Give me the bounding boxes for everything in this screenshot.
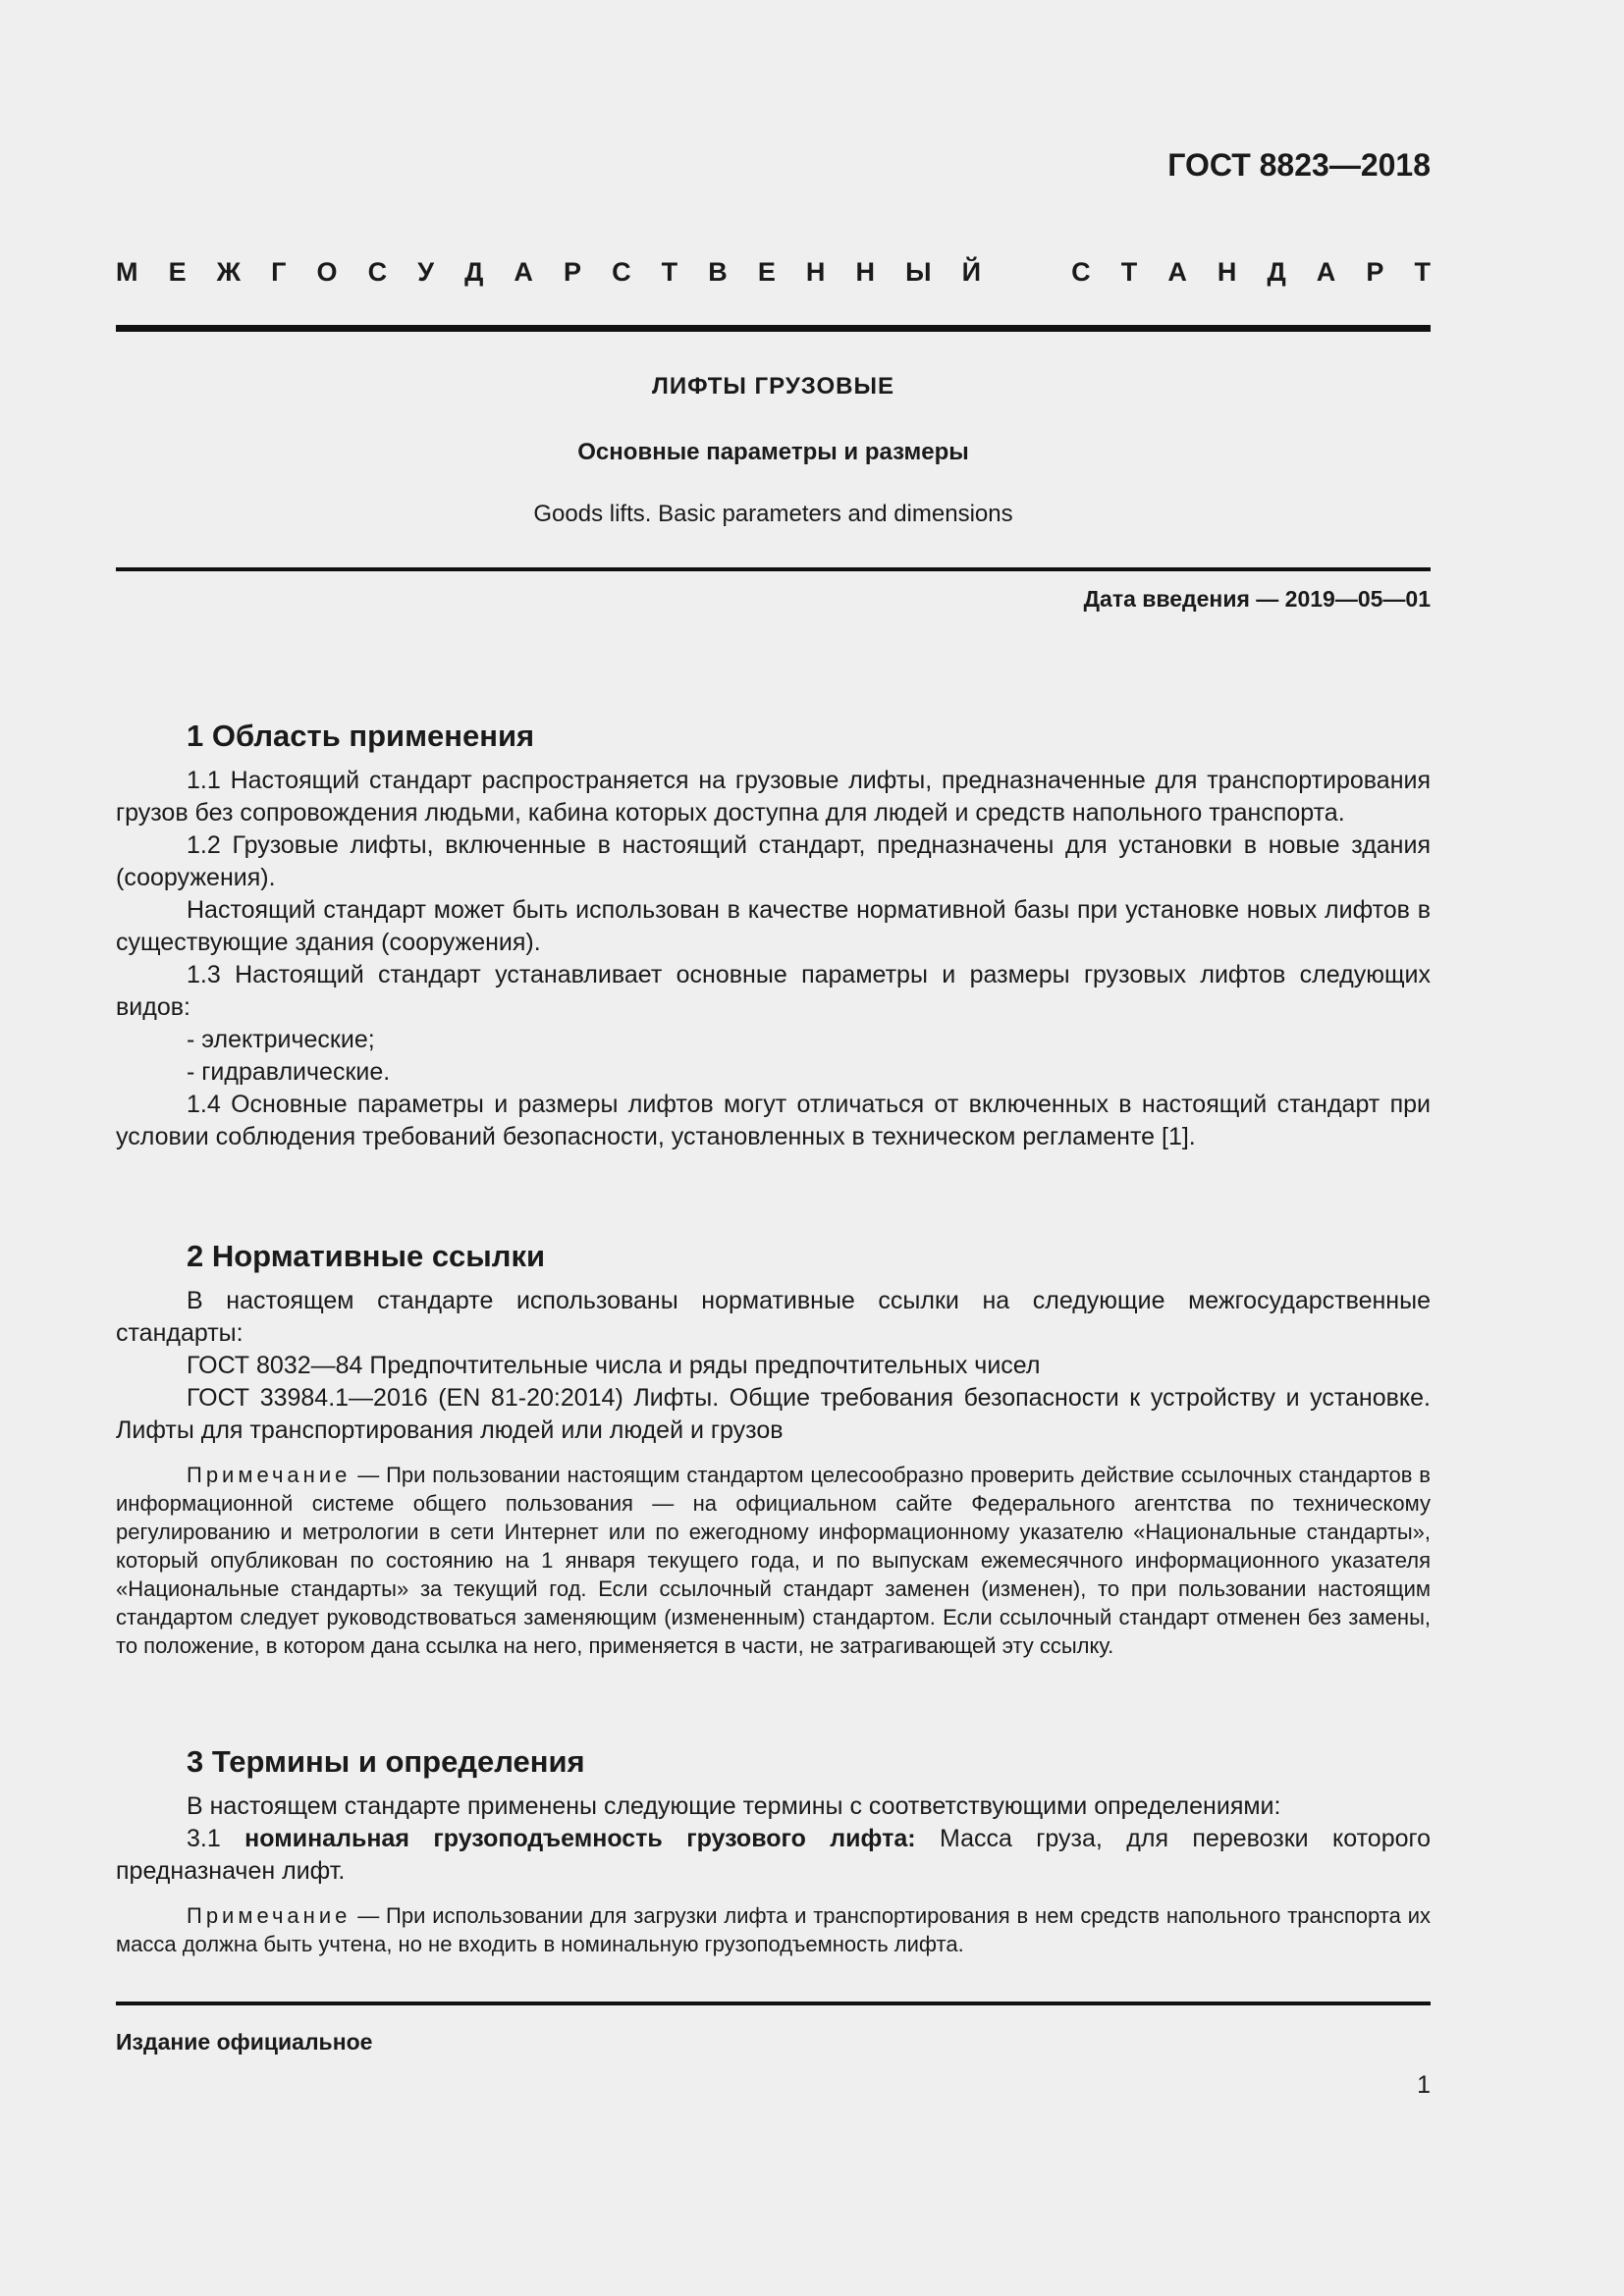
standard-code: ГОСТ 8823—2018 (1167, 147, 1431, 183)
section-2 (116, 1237, 1431, 1660)
type-letter: Д (464, 257, 484, 287)
note-label: Примечание (187, 1903, 352, 1928)
paragraph: Настоящий стандарт может быть использован в качестве нормативной базы при установке новых лифтов в существующие здания (сооружения). (116, 896, 1431, 956)
term-definition: Масса груза, для перевозки которого предназначен лифт. (116, 1825, 1431, 1885)
type-letter: Ж (216, 257, 242, 287)
paragraph: 1.2 Грузовые лифты, включенные в настоящий стандарт, предназначены для установки в новые здания (сооружения). (116, 831, 1431, 891)
note (116, 1461, 1431, 1660)
list-item: - электрические; (187, 1026, 375, 1053)
type-letter: О (316, 257, 338, 287)
type-letter: С (367, 257, 388, 287)
section-1 (116, 717, 1431, 1153)
type-letter: Д (1267, 257, 1286, 287)
type-letter: А (1167, 257, 1187, 287)
word-gap (1011, 257, 1041, 288)
type-letter: Ы (905, 257, 932, 287)
introduction-date: Дата введения — 2019—05—01 (1083, 586, 1431, 612)
paragraph: 1.4 Основные параметры и размеры лифтов могут отличаться от включенных в настоящий стандарт при условии соблюдения требований безопасности, установленных в техническом регламенте [1]. (116, 1091, 1431, 1150)
note-label: Примечание (187, 1463, 352, 1487)
section-3 (116, 1742, 1431, 1958)
note-text: — При пользовании настоящим стандартом целесообразно проверить действие ссылочных стандартов в информационной системе общего пользования — на официальном сайте Федерального агентства по техническому регулированию и метрологии в сети Интернет или по ежегодному информационному указателю «Национальные стандарты», который опубликован по состоянию на 1 января текущего года, и по выпускам ежемесячного информационного указателя «Национальные стандарты» за текущий год. Если ссылочный стандарт заменен (изменен), то при пользовании настоящим стандартом следует руководствоваться заменяющим (измененным) стандартом. Если ссылочный стандарт отменен без замены, то положение, в котором дана ссылка на него, применяется в части, не затрагивающей эту ссылку. (116, 1463, 1431, 1658)
paragraph: 1.3 Настоящий стандарт устанавливает основные параметры и размеры грузовых лифтов следующих видов: (116, 961, 1431, 1021)
note (116, 1901, 1431, 1958)
type-letter: Й (961, 257, 981, 287)
type-letter: С (1071, 257, 1091, 287)
type-letter: Е (168, 257, 187, 287)
term: номинальная грузоподъемность грузового лифта: (244, 1825, 916, 1852)
type-letter: Т (1414, 257, 1431, 287)
term-number: 3.1 (187, 1825, 245, 1852)
publication-notice: Издание официальное (116, 2029, 373, 2055)
type-letter: Г (271, 257, 287, 287)
page-number: 1 (1417, 2071, 1431, 2099)
type-letter: Т (1120, 257, 1138, 287)
document-title-english: Goods lifts. Basic parameters and dimensions (533, 501, 1013, 527)
note-text: — При использовании для загрузки лифта и транспортирования в нем средств напольного транспорта их масса должна быть учтена, но не входить в номинальную грузоподъемность лифта. (116, 1903, 1431, 1956)
type-letter: Н (1217, 257, 1237, 287)
type-letter: Е (757, 257, 776, 287)
type-letter: В (708, 257, 728, 287)
list-item: - гидравлические. (187, 1058, 391, 1086)
document-title: ЛИФТЫ ГРУЗОВЫЕ (652, 373, 894, 400)
paragraph: ГОСТ 33984.1—2016 (EN 81-20:2014) Лифты. Общие требования безопасности к устройству и установке. Лифты для транспортирования людей или людей и грузов (116, 1384, 1431, 1444)
section-heading: 2 Нормативные ссылки (187, 1239, 546, 1273)
type-letter: М (116, 257, 138, 287)
type-letter: А (514, 257, 533, 287)
divider (116, 567, 1431, 571)
document-subtitle: Основные параметры и размеры (577, 439, 969, 465)
definition (116, 1823, 1431, 1888)
type-letter: А (1316, 257, 1336, 287)
type-letter: У (417, 257, 435, 287)
divider (116, 325, 1431, 332)
paragraph: ГОСТ 8032—84 Предпочтительные числа и ряды предпочтительных чисел (187, 1352, 1041, 1379)
paragraph: В настоящем стандарте применены следующие термины с соответствующими определениями: (187, 1792, 1281, 1820)
divider (116, 2002, 1431, 2005)
section-heading: 3 Термины и определения (187, 1744, 585, 1779)
type-letter: С (612, 257, 631, 287)
standard-type (116, 257, 1431, 288)
type-letter: Н (855, 257, 875, 287)
type-letter: Р (1366, 257, 1384, 287)
section-heading: 1 Область применения (187, 719, 535, 753)
paragraph: 1.1 Настоящий стандарт распространяется на грузовые лифты, предназначенные для транспортирования грузов без сопровождения людьми, кабина которых доступна для людей и средств напольного транспорта. (116, 767, 1431, 827)
paragraph: В настоящем стандарте использованы нормативные ссылки на следующие межгосударственные стандарты: (116, 1287, 1431, 1347)
type-letter: Р (564, 257, 582, 287)
type-letter: Н (805, 257, 826, 287)
type-letter: Т (661, 257, 678, 287)
